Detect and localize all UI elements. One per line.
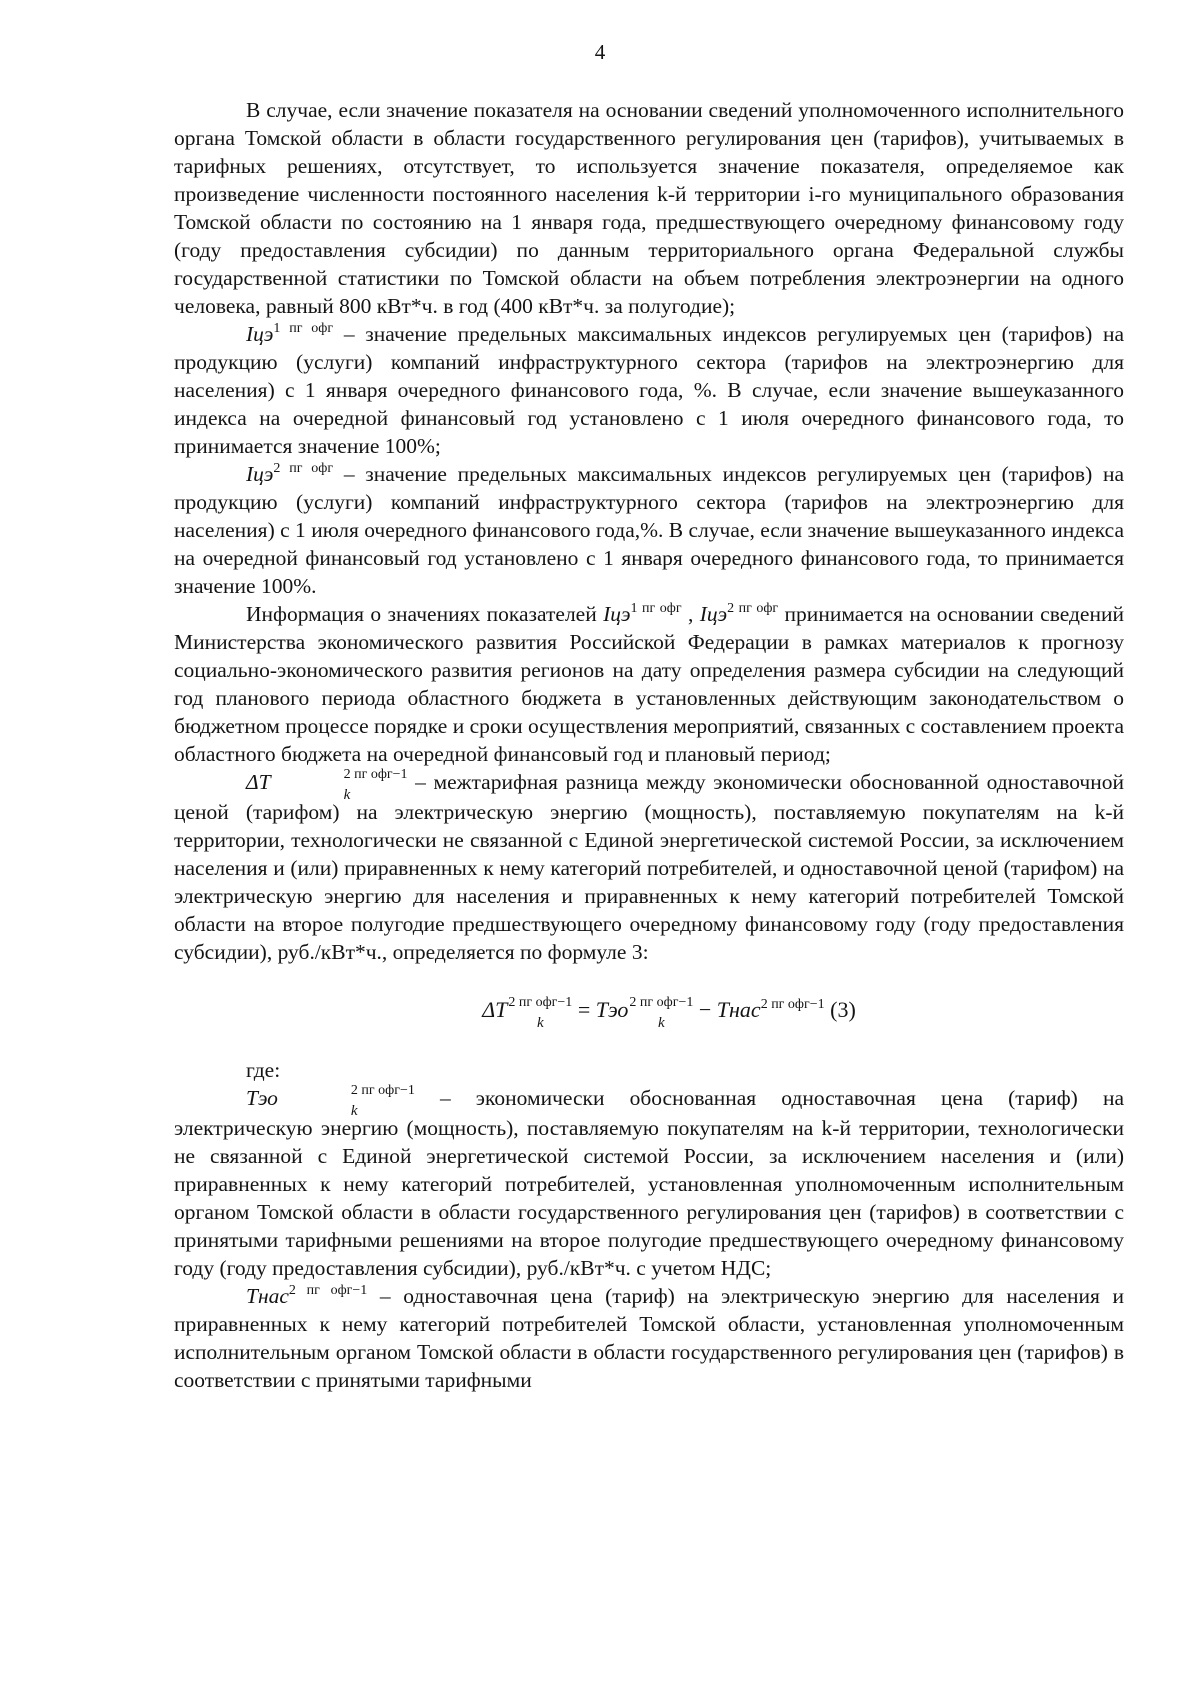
paragraph-text: – значение предельных максимальных индексов регулируемых цен (тарифов) на продукцию (услуги) компаний инфраструктурного сектора (тарифов на электроэнергию для населения) с 1 января очередного финансового года, %. В случае, если значение вышеуказанного индекса на очередной финансовый год установлено с 1 июля очередного финансового года, то принимается значение 100%;	[174, 322, 1124, 458]
symbol-tnas: Tнас	[246, 1284, 289, 1309]
formula-lhs-indices	[508, 995, 573, 1032]
page-number: 4	[594, 40, 606, 64]
paragraph-population-fallback: В случае, если значение показателя на основании сведений уполномоченного исполнительного органа Томской области в области государственного регулирования цен (тарифов), учитываемых в тарифных решениях, отсутствует, то используется значение показателя, определяемое как произведение численности постоянного населения k-й территории i-го муниципального образования Томской области по состоянию на 1 января года, предшествующего очередному финансовому году (году предоставления субсидии) по данным территориального органа Федеральной службы государственной статистики по Томской области на объем потребления электроэнергии на одного человека, равный 800 кВт*ч. в год (400 кВт*ч. за полугодие);	[174, 98, 1124, 318]
symbol-subscript: k	[343, 787, 351, 804]
symbol-subscript: k	[350, 1103, 358, 1120]
symbol-superscript: 1 пг офг	[273, 321, 334, 336]
symbol-indices	[272, 767, 408, 804]
paragraph-index-info	[174, 600, 1124, 768]
formula-minus: −	[693, 997, 717, 1023]
formula-lhs: ΔT	[482, 997, 508, 1023]
symbol-teo: Tэо	[246, 1086, 278, 1111]
formula-equals: =	[572, 997, 596, 1023]
symbol-superscript: 2 пг офг−1	[343, 767, 408, 783]
paragraph-index-jan	[174, 320, 1124, 460]
paragraph-index-jul	[174, 460, 1124, 600]
formula-term1: Tэо	[595, 997, 629, 1023]
paragraph-teo	[174, 1084, 1124, 1282]
formula-term1-sub: k	[658, 1015, 665, 1032]
where-label: где:	[246, 1058, 281, 1083]
paragraph-text: принимается на основании сведений Министерства экономического развития Российской Федерации в рамках материалов к прогнозу социально-экономического развития регионов на дату определения размера субсидии на следующий год планового периода областного бюджета в установленных действующим законодательством о бюджетном процессе порядке и сроки осуществления мероприятий, связанных с составлением проекта областного бюджета на очередной финансовый год и плановый период;	[174, 602, 1124, 766]
paragraph-text: – значение предельных максимальных индексов регулируемых цен (тарифов) на продукцию (услуги) компаний инфраструктурного сектора (тарифов на электроэнергию для населения) с 1 июля очередного финансового года,%. В случае, если значение вышеуказанного индекса на очередной финансовый год установлено с 1 января очередного финансового года, то принимается значение 100%.	[174, 462, 1124, 598]
paragraph-text: – экономически обоснованная одноставочная цена (тариф) на электрическую энергию (мощность), поставляемую покупателям на k-й территории, технологически не связанной с Единой энергетической системой России, за исключением населения и (или) приравненных к нему категорий потребителей, установленная уполномоченным исполнительным органом Томской области в области государственного регулирования цен (тарифов) в соответствии с принятыми тарифными решениями на второе полугодие предшествующего очередному финансовому году (году предоставления субсидии), руб./кВт*ч. с учетом НДС;	[174, 1086, 1124, 1281]
formula-term1-indices	[629, 995, 694, 1032]
symbol-superscript: 2 пг офг−1	[350, 1083, 415, 1099]
symbol-icz: Iцэ	[246, 462, 274, 486]
formula-term2: Tнас	[716, 997, 761, 1023]
paragraph-delta-tariff	[174, 768, 1124, 966]
document-body	[174, 96, 1124, 1394]
paragraph-text: – межтарифная разница между экономически обоснованной одноставочной ценой (тарифом) на электрическую энергию (мощность), поставляемую покупателям на k-й территории, технологически не связанной с Единой энергетической системой России, за исключением населения и (или) приравненных к нему категорий потребителей, и одноставочной ценой (тарифом) на электрическую энергию для населения и приравненных к нему категорий потребителей Томской области на второе полугодие предшествующего очередному финансовому году (году предоставления субсидии), руб./кВт*ч., определяется по формуле 3:	[174, 770, 1124, 965]
symbol-superscript: 2 пг офг	[273, 461, 334, 476]
formula-number: (3)	[824, 997, 856, 1023]
symbol-superscript: 2 пг офг−1	[288, 1283, 368, 1299]
formula-3	[174, 990, 1124, 1030]
symbol-indices	[279, 1083, 415, 1120]
formula-term1-sup: 2 пг офг−1	[629, 995, 694, 1011]
formula-lhs-sub: k	[537, 1015, 544, 1032]
paragraph-text: – одноставочная цена (тариф) на электрическую энергию для населения и приравненных к нему категорий потребителей Томской области, установленная уполномоченным исполнительным органом Томской области в области государственного регулирования цен (тарифов) в соответствии с принятыми тарифными	[174, 1284, 1124, 1393]
symbol-icz-2: Iцэ	[699, 602, 728, 626]
formula-lhs-sup: 2 пг офг−1	[508, 995, 573, 1011]
symbol-separator: ,	[681, 602, 700, 626]
paragraph-tnas	[174, 1282, 1124, 1394]
formula-term2-sup: 2 пг офг−1	[760, 997, 825, 1013]
paragraph-lead: Информация о значениях показателей	[246, 602, 604, 626]
symbol-delta-t: ΔT	[246, 770, 271, 794]
symbol-superscript-2: 2 пг офг	[727, 601, 779, 616]
symbol-icz: Iцэ	[246, 322, 274, 346]
symbol-icz-1: Iцэ	[603, 602, 631, 626]
symbol-superscript-1: 1 пг офг	[630, 601, 682, 616]
